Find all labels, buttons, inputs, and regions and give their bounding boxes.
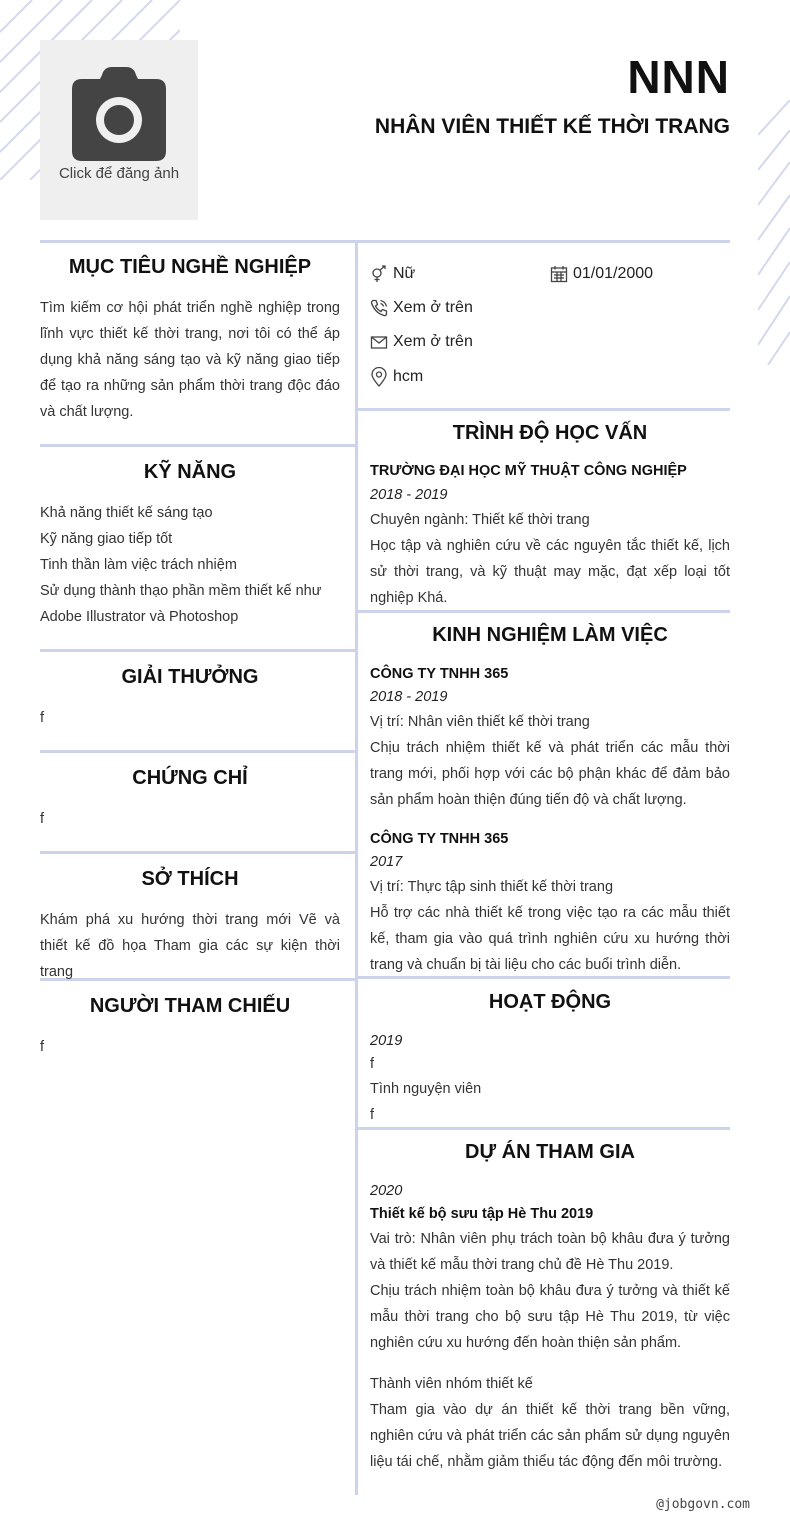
project-role: Vai trò: Nhân viên phụ trách toàn bộ khâu đưa ý tưởng và thiết kế mẫu thời trang chủ đề Hè Thu 2019.	[370, 1231, 730, 1273]
education-major: Chuyên ngành: Thiết kế thời trang	[370, 512, 590, 528]
awards-text: f	[40, 710, 45, 726]
project-desc: Chịu trách nhiệm toàn bộ khâu đưa ý tưởng và thiết kế mẫu thời trang cho bộ sưu tập Hè Thu 2019, từ việc nghiên cứu xu hướng đến hoàn thiện sản phẩm.	[370, 1283, 730, 1351]
gender-value: Nữ	[393, 265, 416, 282]
divider	[358, 1127, 730, 1130]
job-desc: Chịu trách nhiệm thiết kế và phát triển các mẫu thời trang mới, phối hợp với các bộ phận khác để đảm bảo sản phẩm hoàn thiện đúng tiến độ và chất lượng.	[370, 740, 730, 808]
projects-title: DỰ ÁN THAM GIA	[465, 1141, 635, 1163]
email-info	[370, 333, 473, 351]
divider	[40, 851, 355, 854]
project-year: 2020	[370, 1183, 403, 1199]
certificates-title: CHỨNG CHỈ	[132, 767, 248, 789]
objective-text: Tìm kiếm cơ hội phát triển nghề nghiệp trong lĩnh vực thiết kế thời trang, nơi tôi có thể áp dụng khả năng sáng tạo và kỹ năng giao tiếp để tạo ra những sản phẩm thời trang độc đáo và chất lượng.	[40, 300, 340, 420]
education-period: 2018 - 2019	[370, 487, 448, 503]
email-icon	[370, 333, 388, 351]
address-info	[370, 367, 423, 387]
activity-year: 2019	[370, 1033, 403, 1049]
education-title: TRÌNH ĐỘ HỌC VẤN	[452, 422, 648, 444]
certificates-text: f	[40, 811, 45, 827]
photo-upload[interactable]	[40, 40, 198, 220]
phone-icon	[370, 299, 388, 317]
dob-value: 01/01/2000	[573, 265, 654, 282]
project-name: Thiết kế bộ sưu tập Hè Thu 2019	[370, 1206, 594, 1222]
project-desc-2: Tham gia vào dự án thiết kế thời trang bền vững, nghiên cứu và phát triển các sản phẩm sử dụng nguyên liệu tái chế, nhằm giảm thiểu tác động đến môi trường.	[370, 1402, 730, 1470]
job-company: CÔNG TY TNHH 365	[370, 831, 509, 847]
awards-title: GIẢI THƯỞNG	[121, 666, 259, 688]
divider	[358, 408, 730, 411]
skill-item: Khả năng thiết kế sáng tạo	[40, 505, 213, 521]
photo-upload-label: Click để đăng ảnh	[58, 165, 180, 182]
references-text: f	[40, 1039, 45, 1055]
job-period: 2017	[370, 854, 403, 870]
divider	[40, 750, 355, 753]
hobbies-text: Khám phá xu hướng thời trang mới Vẽ và thiết kế đồ họa Tham gia các sự kiện thời trang	[40, 912, 340, 980]
email-value: Xem ở trên	[393, 333, 473, 350]
dob-info	[550, 265, 653, 283]
skills-title: KỸ NĂNG	[143, 461, 237, 483]
divider	[40, 444, 355, 447]
activity-role: Tình nguyện viên	[370, 1081, 482, 1097]
job-title: NHÂN VIÊN THIẾT KẾ THỜI TRANG	[374, 115, 730, 138]
objective-title: MỤC TIÊU NGHỀ NGHIỆP	[68, 256, 312, 278]
address-value: hcm	[393, 368, 424, 385]
column-divider	[355, 240, 358, 1495]
education-school: TRƯỜNG ĐẠI HỌC MỸ THUẬT CÔNG NGHIỆP	[370, 463, 687, 479]
activity-org: f	[370, 1056, 375, 1072]
camera-icon	[72, 67, 166, 161]
hobbies-title: SỞ THÍCH	[141, 868, 239, 890]
job-company: CÔNG TY TNHH 365	[370, 666, 509, 682]
job-position: Vị trí: Nhân viên thiết kế thời trang	[370, 714, 590, 730]
skill-item: Adobe Illustrator và Photoshop	[40, 609, 239, 625]
education-desc: Học tập và nghiên cứu về các nguyên tắc thiết kế, lịch sử thời trang, và kỹ thuật may mặc, đạt xếp loại tốt nghiệp Khá.	[370, 538, 730, 606]
skill-item: Kỹ năng giao tiếp tốt	[40, 531, 173, 547]
job-desc: Hỗ trợ các nhà thiết kế trong việc tạo ra các mẫu thiết kế, tham gia vào quá trình nghiên cứu xu hướng thời trang và chuẩn bị tài liệu cho các buổi trình diễn.	[370, 905, 730, 973]
phone-info	[370, 299, 473, 317]
gender-info	[370, 265, 415, 283]
references-title: NGƯỜI THAM CHIẾU	[89, 995, 291, 1017]
job-position: Vị trí: Thực tập sinh thiết kế thời trang	[370, 879, 614, 895]
activities-title: HOẠT ĐỘNG	[488, 991, 612, 1013]
experience-title: KINH NGHIỆM LÀM VIỆC	[432, 624, 668, 646]
location-pin-icon	[370, 367, 388, 387]
phone-value: Xem ở trên	[393, 299, 473, 316]
job-period: 2018 - 2019	[370, 689, 448, 705]
watermark: @jobgovn.com	[656, 1497, 750, 1512]
skill-item: Sử dụng thành thạo phần mềm thiết kế như	[40, 583, 322, 599]
calendar-icon	[550, 265, 568, 283]
skill-item: Tinh thần làm việc trách nhiệm	[40, 557, 237, 573]
project-role-2: Thành viên nhóm thiết kế	[370, 1376, 533, 1392]
divider	[40, 649, 355, 652]
divider	[40, 240, 730, 243]
gender-icon	[370, 265, 388, 283]
activity-desc: f	[370, 1107, 375, 1123]
decorative-stripes-right	[758, 100, 790, 365]
candidate-name: NNN	[627, 51, 730, 103]
